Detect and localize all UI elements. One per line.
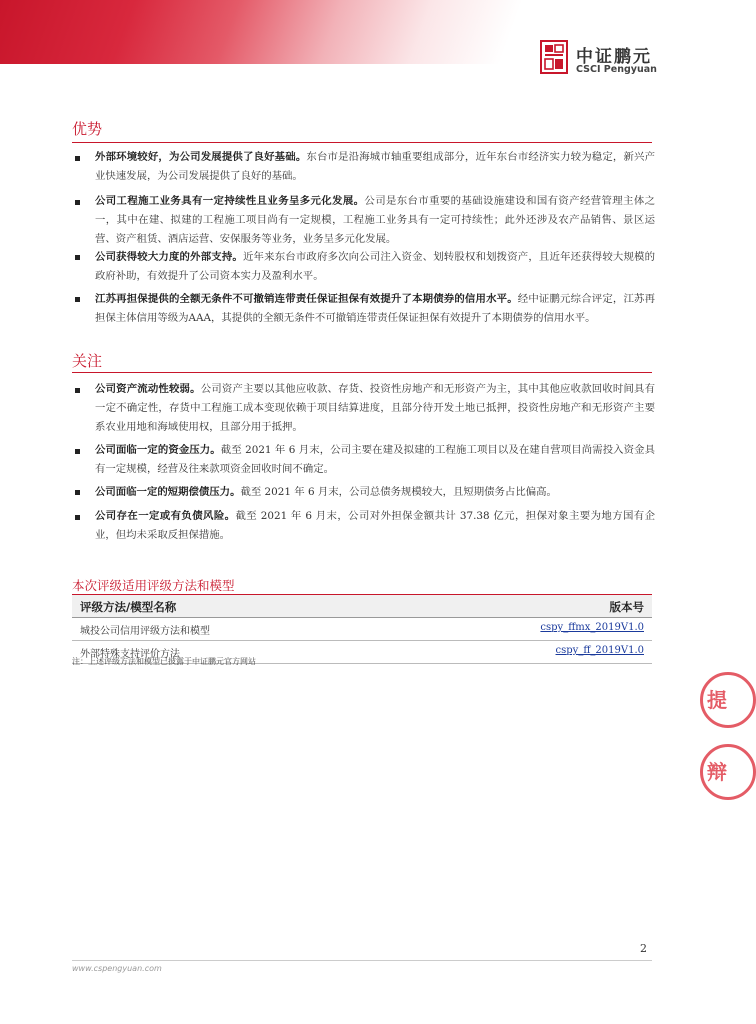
method-version-link[interactable]: cspy_ffmx_2019V1.0	[540, 622, 644, 633]
methods-table	[72, 594, 652, 664]
concerns-divider	[72, 372, 652, 373]
strength-item-3: 公司获得较大力度的外部支持。近年来东台市政府多次向公司注入资金、划转股权和划拨资产，且近年还获得较大规模的政府补助，有效提升了公司资本实力及盈利水平。	[95, 251, 656, 282]
strengths-divider	[72, 142, 652, 143]
bullet-icon	[75, 200, 80, 205]
logo-mark-icon	[540, 40, 568, 74]
bullet-icon	[75, 156, 80, 161]
table-note: 注：上述评级方法和模型已披露于中证鹏元官方网站	[72, 657, 256, 666]
header-method-name: 评级方法/模型名称	[80, 600, 177, 614]
bullet-icon	[75, 297, 80, 302]
strength-item-1: 外部环境较好，为公司发展提供了良好基础。东台市是沿海城市轴重要组成部分，近年东台市经济实力较为稳定，新兴产业快速发展，为公司发展提供了良好的基础。	[95, 151, 655, 182]
method-name-cell: 城投公司信用评级方法和模型	[80, 626, 210, 637]
bullet-icon	[75, 388, 80, 393]
seal-stamp: 提	[700, 672, 756, 728]
table-row	[72, 618, 652, 641]
seal-stamp: 辩	[700, 744, 756, 800]
company-logo	[540, 40, 660, 80]
bullet-icon	[75, 255, 80, 260]
strength-item-4: 江苏再担保提供的全额无条件不可撤销连带责任保证担保有效提升了本期债券的信用水平。经中证鹏元综合评定，江苏再担保主体信用等级为AAA，其提供的全额无条件不可撤销连带责任保证担保有效提升了本期债券的信用水平。	[95, 293, 656, 324]
bullet-icon	[75, 490, 80, 495]
concern-item-2: 公司面临一定的资金压力。截至 2021 年 6 月末，公司主要在建及拟建的工程施工项目以及在建自营项目尚需投入资金具有一定规模，经营及往来款项资金回收时间不确定。	[95, 444, 655, 475]
logo-text-cn: 中证鹏元	[576, 47, 652, 67]
footer-url: www.cspengyuan.com	[72, 964, 162, 973]
concern-item-1: 公司资产流动性较弱。公司资产主要以其他应收款、存货、投资性房地产和无形资产为主，其中其他应收款回收时间具有一定不确定性，存货中工程施工成本变现依赖于项目结算进度，且部分待开发土地已抵押，投资性房地产和无形资产主要系农业用地和海域使用权，且部分用于抵押。	[95, 383, 656, 433]
concern-item-3: 公司面临一定的短期偿债压力。截至 2021 年 6 月末，公司总债务规模较大，且短期债务占比偏高。	[95, 486, 557, 498]
bullet-icon	[75, 449, 80, 454]
strength-item-2: 公司工程施工业务具有一定持续性且业务呈多元化发展。公司是东台市重要的基础设施建设和国有资产经营管理主体之一，其中在建、拟建的工程施工项目尚有一定规模，工程施工业务具有一定可持续性；此外还涉及农产品销售、景区运营、资产租赁、酒店运营、安保服务等业务，业务呈多元化发展。	[95, 195, 656, 245]
concern-item-4: 公司存在一定或有负债风险。截至 2021 年 6 月末，公司对外担保金额共计 37.38 亿元，担保对象主要为地方国有企业，但均未采取反担保措施。	[95, 510, 655, 541]
header-version: 版本号	[609, 600, 644, 614]
table-header-row	[72, 594, 652, 618]
footer-divider	[72, 960, 652, 961]
method-name-cell: 外部特殊支持评价方法	[80, 649, 180, 660]
bullet-icon	[75, 515, 80, 520]
method-version-link[interactable]: cspy_ff_2019V1.0	[555, 645, 644, 656]
concerns-title: 关注	[72, 352, 103, 370]
logo-text-en: CSCI Pengyuan	[576, 64, 657, 75]
methods-table-title: 本次评级适用评级方法和模型	[72, 578, 235, 593]
page-number: 2	[640, 942, 647, 955]
strengths-title: 优势	[72, 120, 103, 138]
